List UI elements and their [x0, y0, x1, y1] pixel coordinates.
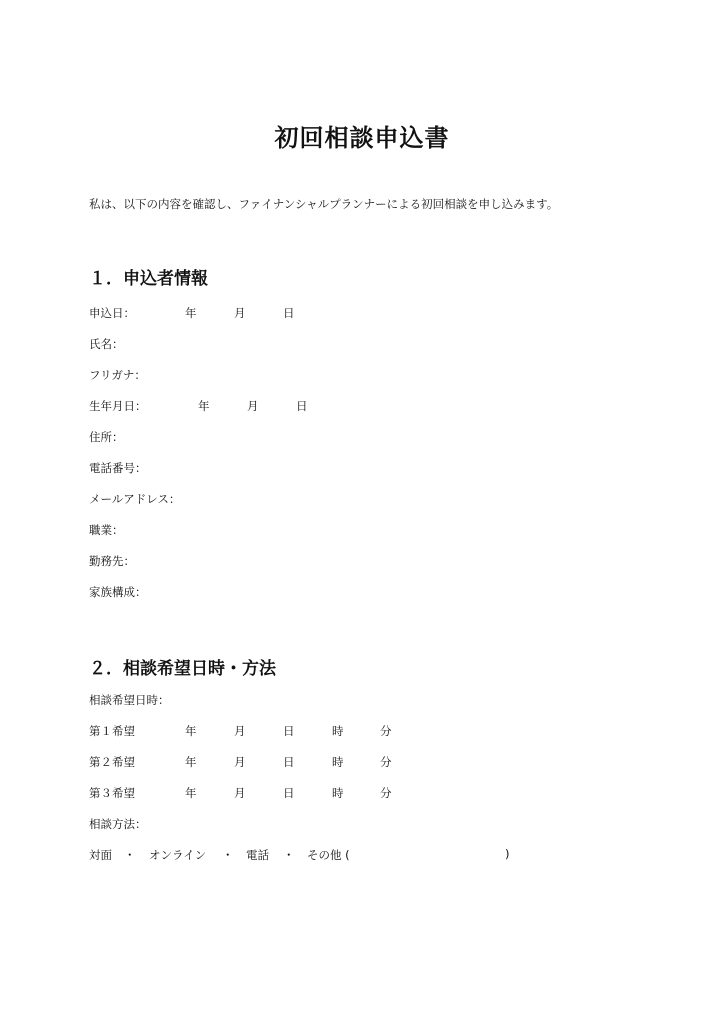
pref-minute-unit: 分 [380, 755, 392, 769]
pref-hour-unit: 時 [332, 724, 344, 738]
datetime-label: 相談希望日時： [89, 693, 170, 707]
method-other-close-paren: ) [505, 847, 510, 861]
field-address-label: 住所： [89, 430, 124, 444]
method-separator: ・ [124, 848, 136, 862]
intro-text: 私は、以下の内容を確認し、ファイナンシャルプランナーによる初回相談を申し込みます。 [89, 197, 559, 211]
pref-day-unit: 日 [283, 724, 295, 738]
method-label: 相談方法： [89, 817, 147, 831]
apply-date-label: 申込日： [89, 306, 135, 320]
apply-day-unit: 日 [283, 306, 295, 320]
preference-label: 第３希望 [89, 786, 135, 800]
section1-heading: １．申込者情報 [89, 269, 208, 289]
pref-day-unit: 日 [283, 755, 295, 769]
method-phone: 電話 [246, 848, 269, 862]
pref-year-unit: 年 [185, 755, 197, 769]
birth-date-label: 生年月日： [89, 399, 147, 413]
method-separator: ・ [283, 848, 295, 862]
section2-heading: ２．相談希望日時・方法 [89, 659, 276, 679]
pref-year-unit: 年 [185, 786, 197, 800]
pref-month-unit: 月 [234, 755, 246, 769]
pref-hour-unit: 時 [332, 786, 344, 800]
method-face: 対面 [89, 848, 112, 862]
birth-day-unit: 日 [296, 399, 308, 413]
birth-year-unit: 年 [198, 399, 210, 413]
field-family-label: 家族構成： [89, 585, 147, 599]
field-workplace-label: 勤務先： [89, 554, 135, 568]
apply-month-unit: 月 [234, 306, 246, 320]
birth-month-unit: 月 [247, 399, 259, 413]
preference-label: 第２希望 [89, 755, 135, 769]
method-separator: ・ [222, 848, 234, 862]
pref-month-unit: 月 [234, 724, 246, 738]
pref-minute-unit: 分 [380, 786, 392, 800]
field-occupation-label: 職業： [89, 523, 124, 537]
apply-year-unit: 年 [185, 306, 197, 320]
field-phone-label: 電話番号： [89, 461, 147, 475]
pref-day-unit: 日 [283, 786, 295, 800]
field-furigana-label: フリガナ： [89, 368, 146, 382]
pref-hour-unit: 時 [332, 755, 344, 769]
field-email-label: メールアドレス： [89, 492, 181, 506]
preference-label: 第１希望 [89, 724, 135, 738]
pref-month-unit: 月 [234, 786, 246, 800]
pref-minute-unit: 分 [380, 724, 392, 738]
method-other: その他 ( [307, 848, 350, 862]
field-name-label: 氏名： [89, 337, 124, 351]
page-title: 初回相談申込書 [274, 124, 450, 152]
method-online: オンライン [149, 848, 207, 862]
pref-year-unit: 年 [185, 724, 197, 738]
